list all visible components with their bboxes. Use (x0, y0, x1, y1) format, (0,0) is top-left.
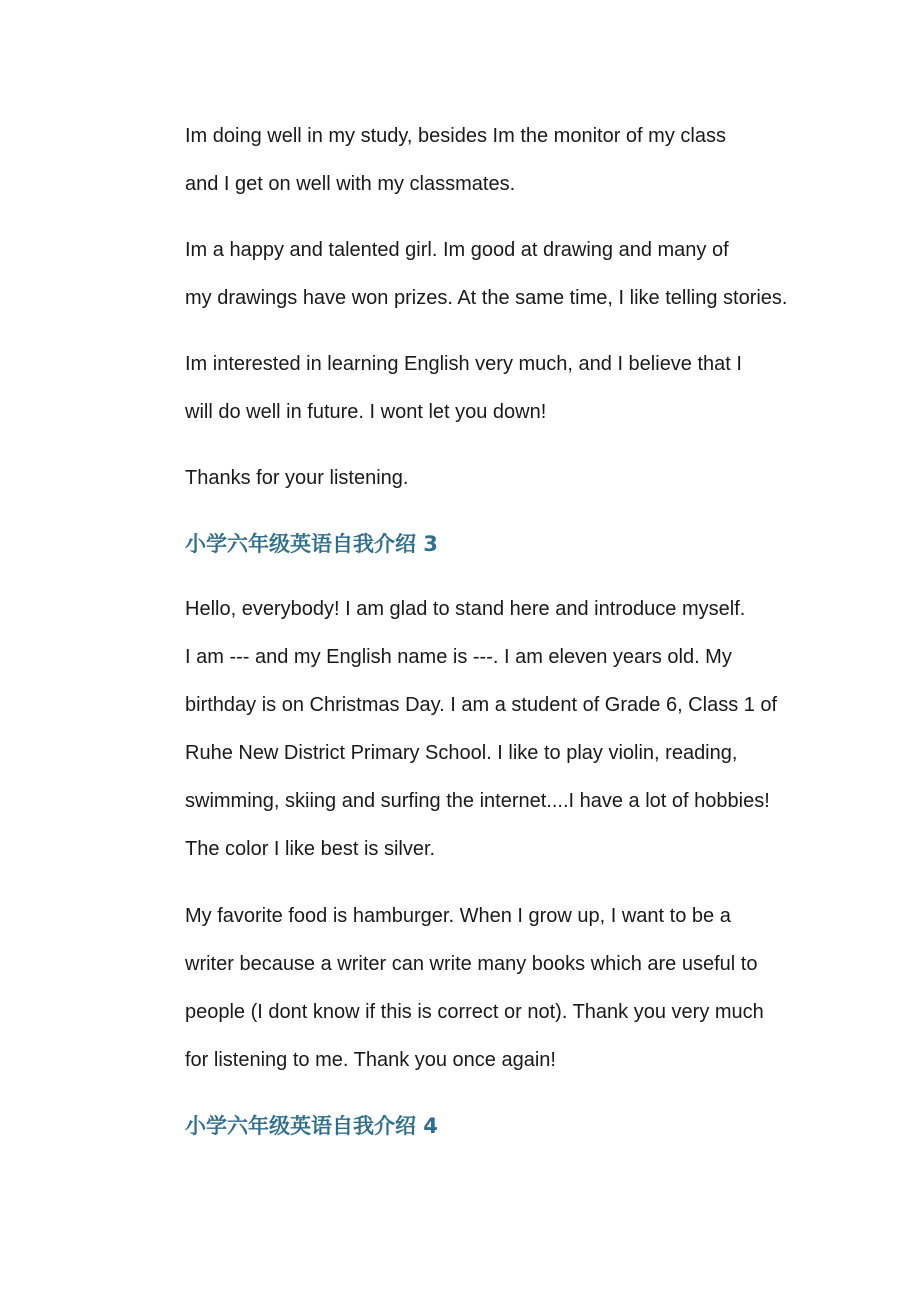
paragraph-talent (139, 226, 789, 322)
paragraph-english (139, 340, 789, 436)
paragraph-line: My favorite food is hamburger. When I grow up, I want to be a (185, 905, 731, 927)
paragraph-line: for listening to me. Thank you once again! (185, 1049, 556, 1071)
paragraph-line: people (I dont know if this is correct or not). Thank you very much (185, 1001, 764, 1023)
paragraph-line: will do well in future. I wont let you down! (185, 401, 547, 423)
paragraph-hello (139, 585, 789, 873)
paragraph-line: The color I like best is silver. (185, 838, 436, 860)
paragraph-thanks (139, 454, 789, 502)
paragraph-line: swimming, skiing and surfing the internet....I have a lot of hobbies! (185, 790, 770, 812)
paragraph-favorite-food (139, 892, 789, 1084)
section-heading-3: 小学六年级英语自我介绍 3 (185, 532, 438, 556)
paragraph-line: Ruhe New District Primary School. I like to play violin, reading, (185, 742, 738, 764)
paragraph-line: Im doing well in my study, besides Im the monitor of my class (185, 125, 726, 147)
section-heading-4: 小学六年级英语自我介绍 4 (185, 1114, 438, 1138)
paragraph-line: I am --- and my English name is ---. I am eleven years old. My (185, 646, 732, 668)
paragraph-line: writer because a writer can write many books which are useful to (185, 953, 758, 975)
paragraph-line: Thanks for your listening. (185, 467, 409, 489)
paragraph-line: Im a happy and talented girl. Im good at drawing and many of (185, 239, 729, 261)
paragraph-line: and I get on well with my classmates. (185, 173, 516, 195)
paragraph-line: Im interested in learning English very much, and I believe that I (185, 353, 742, 375)
paragraph-line: Hello, everybody! I am glad to stand here and introduce myself. (185, 598, 746, 620)
paragraph-line: my drawings have won prizes. At the same time, I like telling stories. (185, 287, 788, 309)
paragraph-line: birthday is on Christmas Day. I am a student of Grade 6, Class 1 of (185, 694, 778, 716)
paragraph-study (139, 112, 789, 208)
